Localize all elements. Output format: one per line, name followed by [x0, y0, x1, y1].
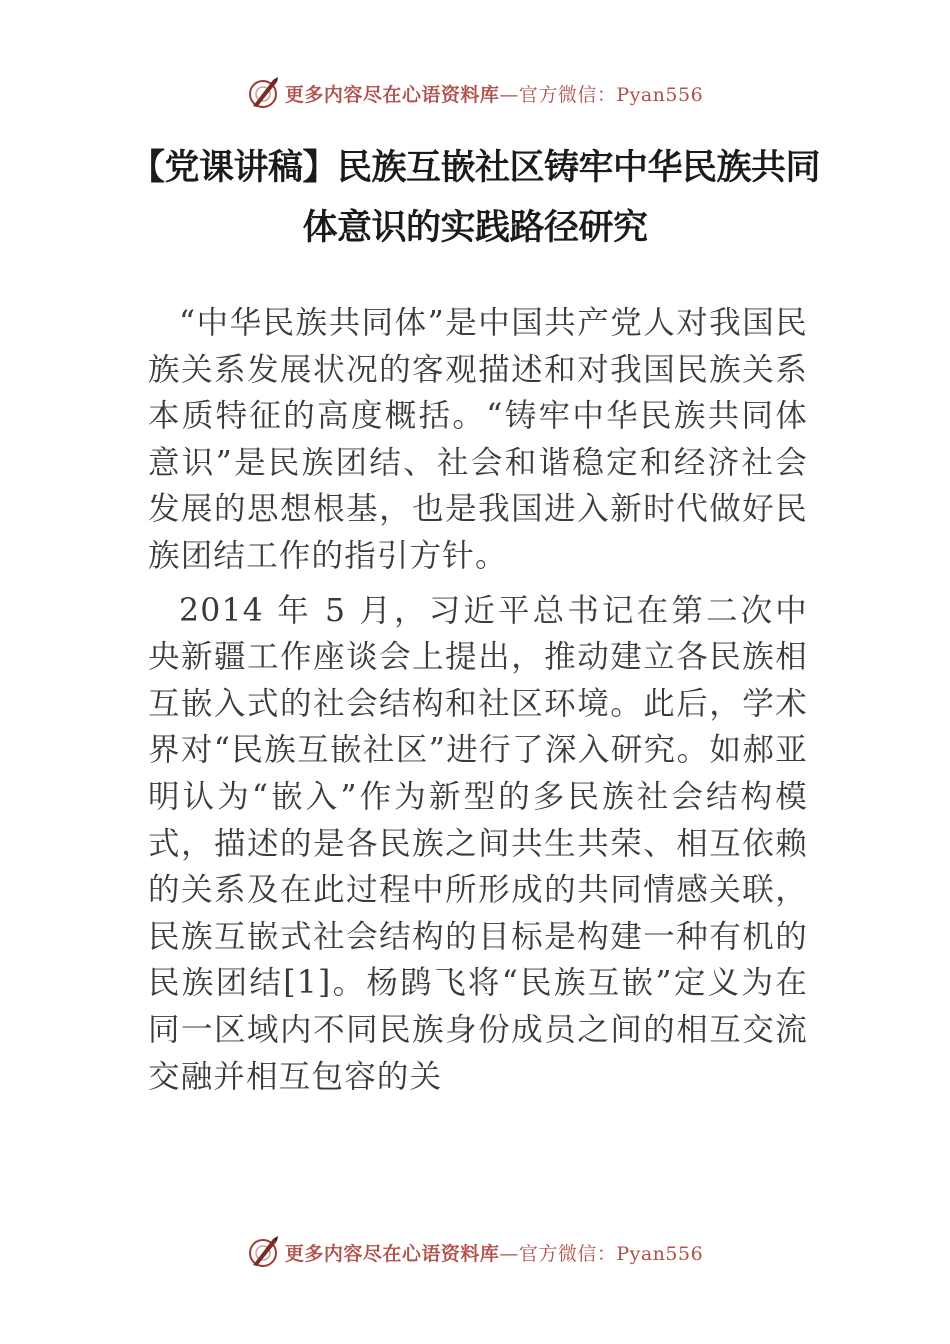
quill-pen-logo-icon — [247, 1235, 281, 1269]
body-paragraph-1: “中华民族共同体”是中国共产党人对我国民族关系发展状况的客观描述和对我国民族关系本质特征的高度概括。“铸牢中华民族共同体意识”是民族团结、社会和谐稳定和经济社会发展的思想根基，也是我国进入新时代做好民族团结工作的指引方针。 — [148, 305, 808, 574]
banner-brand-text: 更多内容尽在心语资料库 — [284, 83, 500, 106]
banner-contact-text: —官方微信：Pyan556 — [499, 1242, 704, 1265]
body-paragraph-2: 2014 年 5 月，习近平总书记在第二次中央新疆工作座谈会上提出，推动建立各民族相互嵌入式的社会结构和社区环境。此后，学术界对“民族互嵌社区”进行了深入研究。如郝亚明认为“嵌入”作为新型的多民族社会结构模式，描述的是各民族之间共生共荣、相互依赖的关系及在此过程中所形成的共同情感关联，民族互嵌式社会结构的目标是构建一种有机的民族团结[1]。杨鹍飞将“民族互嵌”定义为在同一区域内不同民族身份成员之间的相互交流交融并相互包容的关 — [148, 592, 808, 1095]
banner-brand-text: 更多内容尽在心语资料库 — [284, 1242, 500, 1265]
title-line-1: 【党课讲稿】民族互嵌社区铸牢中华民族共同 — [129, 148, 820, 188]
document-title — [120, 138, 830, 258]
footer-banner — [0, 1232, 950, 1272]
quill-pen-logo-icon — [247, 76, 281, 110]
header-banner — [0, 73, 950, 113]
document-body — [148, 300, 808, 1100]
title-line-2: 体意识的实践路径研究 — [302, 208, 648, 248]
banner-contact-text: —官方微信：Pyan556 — [499, 83, 704, 106]
